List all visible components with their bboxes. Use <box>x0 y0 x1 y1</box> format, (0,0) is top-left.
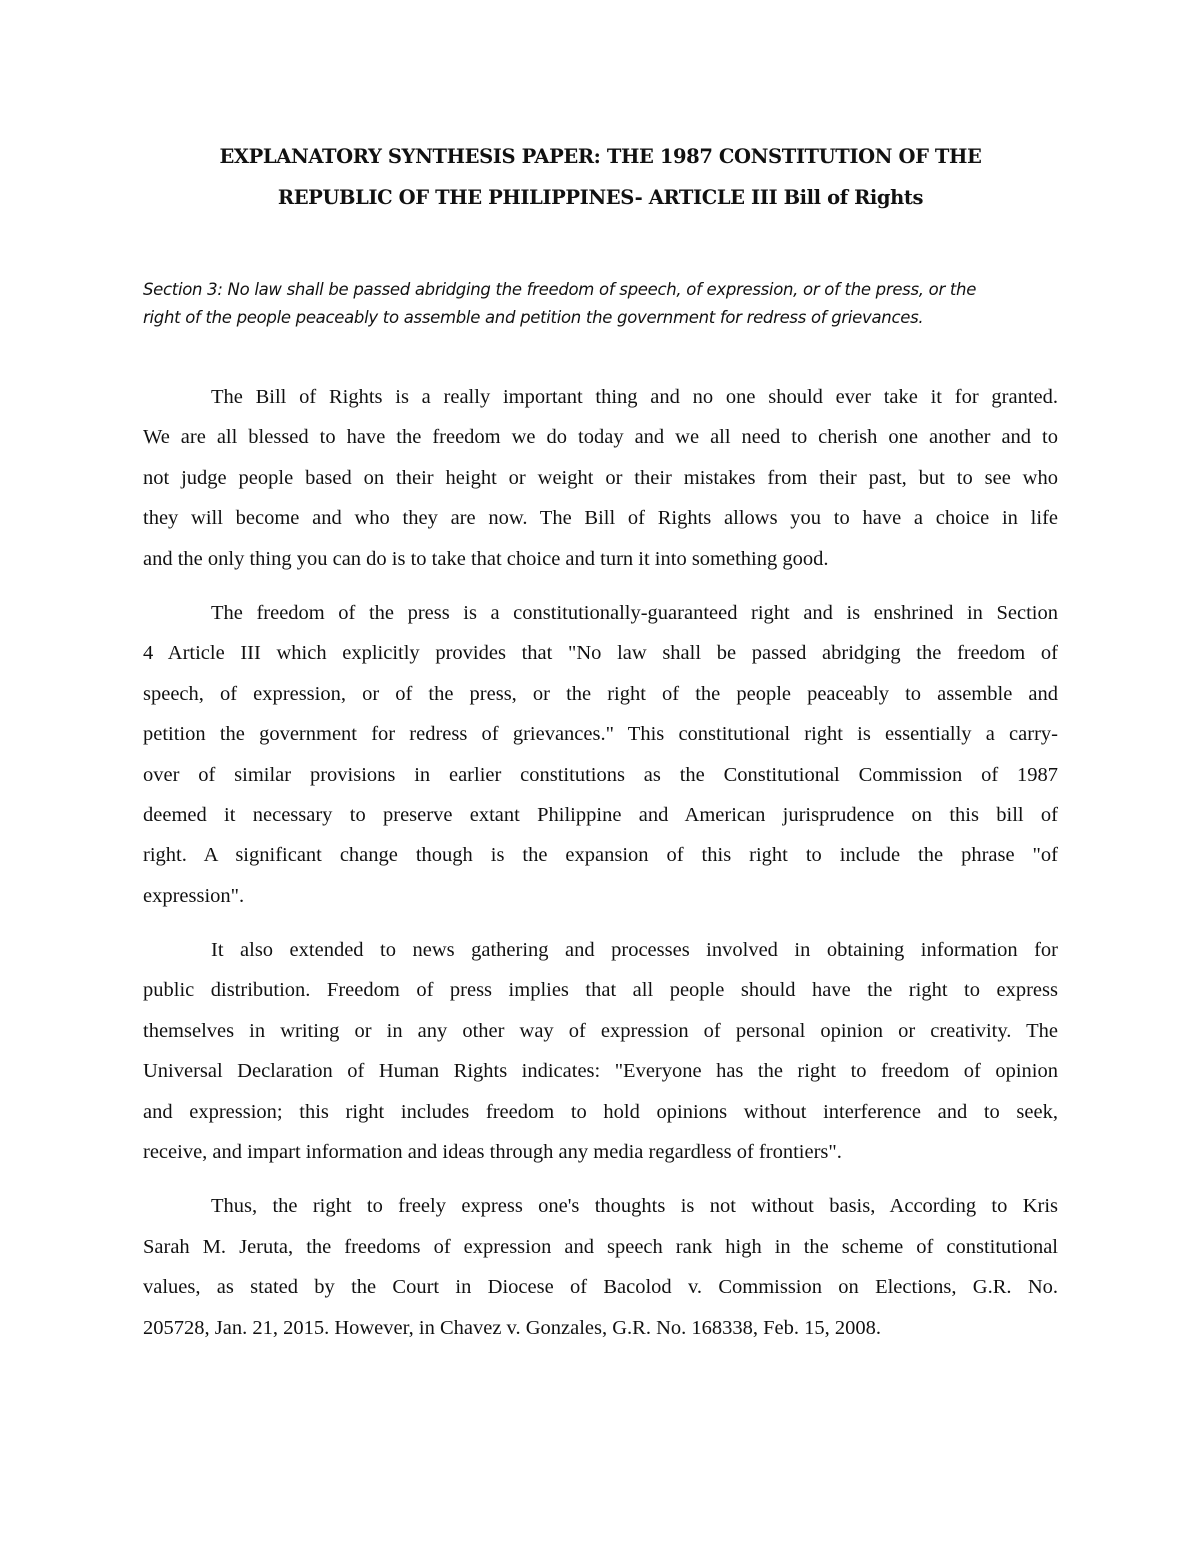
paragraph-line: It also extended to news gathering and processes involved in obtaining information for <box>211 939 1058 962</box>
paragraph-line: and expression; this right includes freedom to hold opinions without interference and to seek, <box>143 1100 1058 1123</box>
paragraph-line: deemed it necessary to preserve extant Philippine and American jurisprudence on this bill of <box>143 803 1058 826</box>
document-page <box>143 0 1058 1553</box>
paragraph-line: they will become and who they are now. The Bill of Rights allows you to have a choice in life <box>143 507 1058 530</box>
quote-line: right of the people peaceably to assemble and petition the government for redress of grievances. <box>143 308 924 327</box>
paragraph-line: The Bill of Rights is a really important thing and no one should ever take it for granted. <box>211 386 1058 408</box>
paragraph-line: Sarah M. Jeruta, the freedoms of expression and speech rank high in the scheme of constitutional <box>143 1235 1058 1258</box>
paragraph-line: receive, and impart information and ideas through any media regardless of frontiers". <box>143 1141 842 1164</box>
paragraph-line: and the only thing you can do is to take that choice and turn it into something good. <box>143 547 829 570</box>
quote-line: Section 3: No law shall be passed abridging the freedom of speech, of expression, or of the press, or the <box>143 280 977 299</box>
paragraph-line: right. A significant change though is the expansion of this right to include the phrase "of <box>143 844 1058 867</box>
document-title <box>143 136 1058 218</box>
paragraph-line: speech, of expression, or of the press, or the right of the people peaceably to assemble and <box>143 682 1058 705</box>
document-body <box>143 377 1058 1362</box>
paragraph-line: Thus, the right to freely express one's thoughts is not without basis, According to Kris <box>211 1195 1058 1218</box>
paragraph-line: We are all blessed to have the freedom we do today and we all need to cherish one another and to <box>143 426 1058 449</box>
paragraph-line: 4 Article III which explicitly provides that "No law shall be passed abridging the freedom of <box>143 642 1058 665</box>
paragraph-1 <box>143 377 1058 579</box>
paragraph-line: values, as stated by the Court in Diocese of Bacolod v. Commission on Elections, G.R. No. <box>143 1276 1058 1299</box>
paragraph-2 <box>143 593 1058 916</box>
section-3-quote <box>143 276 1058 332</box>
paragraph-line: The freedom of the press is a constitutionally-guaranteed right and is enshrined in Section <box>211 601 1058 624</box>
paragraph-line: petition the government for redress of grievances." This constitutional right is essentially a carry- <box>143 723 1058 746</box>
paragraph-line: expression". <box>143 884 245 907</box>
paragraph-line: not judge people based on their height or weight or their mistakes from their past, but to see who <box>143 466 1058 489</box>
paragraph-line: public distribution. Freedom of press implies that all people should have the right to express <box>143 979 1058 1002</box>
paragraph-line: 205728, Jan. 21, 2015. However, in Chavez v. Gonzales, G.R. No. 168338, Feb. 15, 2008. <box>143 1316 882 1339</box>
paragraph-4 <box>143 1186 1058 1348</box>
paragraph-line: Universal Declaration of Human Rights indicates: "Everyone has the right to freedom of opinion <box>143 1060 1058 1083</box>
title-line: EXPLANATORY SYNTHESIS PAPER: THE 1987 CONSTITUTION OF THE <box>219 145 982 168</box>
paragraph-line: over of similar provisions in earlier constitutions as the Constitutional Commission of 1987 <box>143 763 1058 786</box>
paragraph-line: themselves in writing or in any other way of expression of personal opinion or creativity. The <box>143 1019 1058 1042</box>
title-line: REPUBLIC OF THE PHILIPPINES- ARTICLE III Bill of Rights <box>277 186 924 209</box>
paragraph-3 <box>143 930 1058 1172</box>
